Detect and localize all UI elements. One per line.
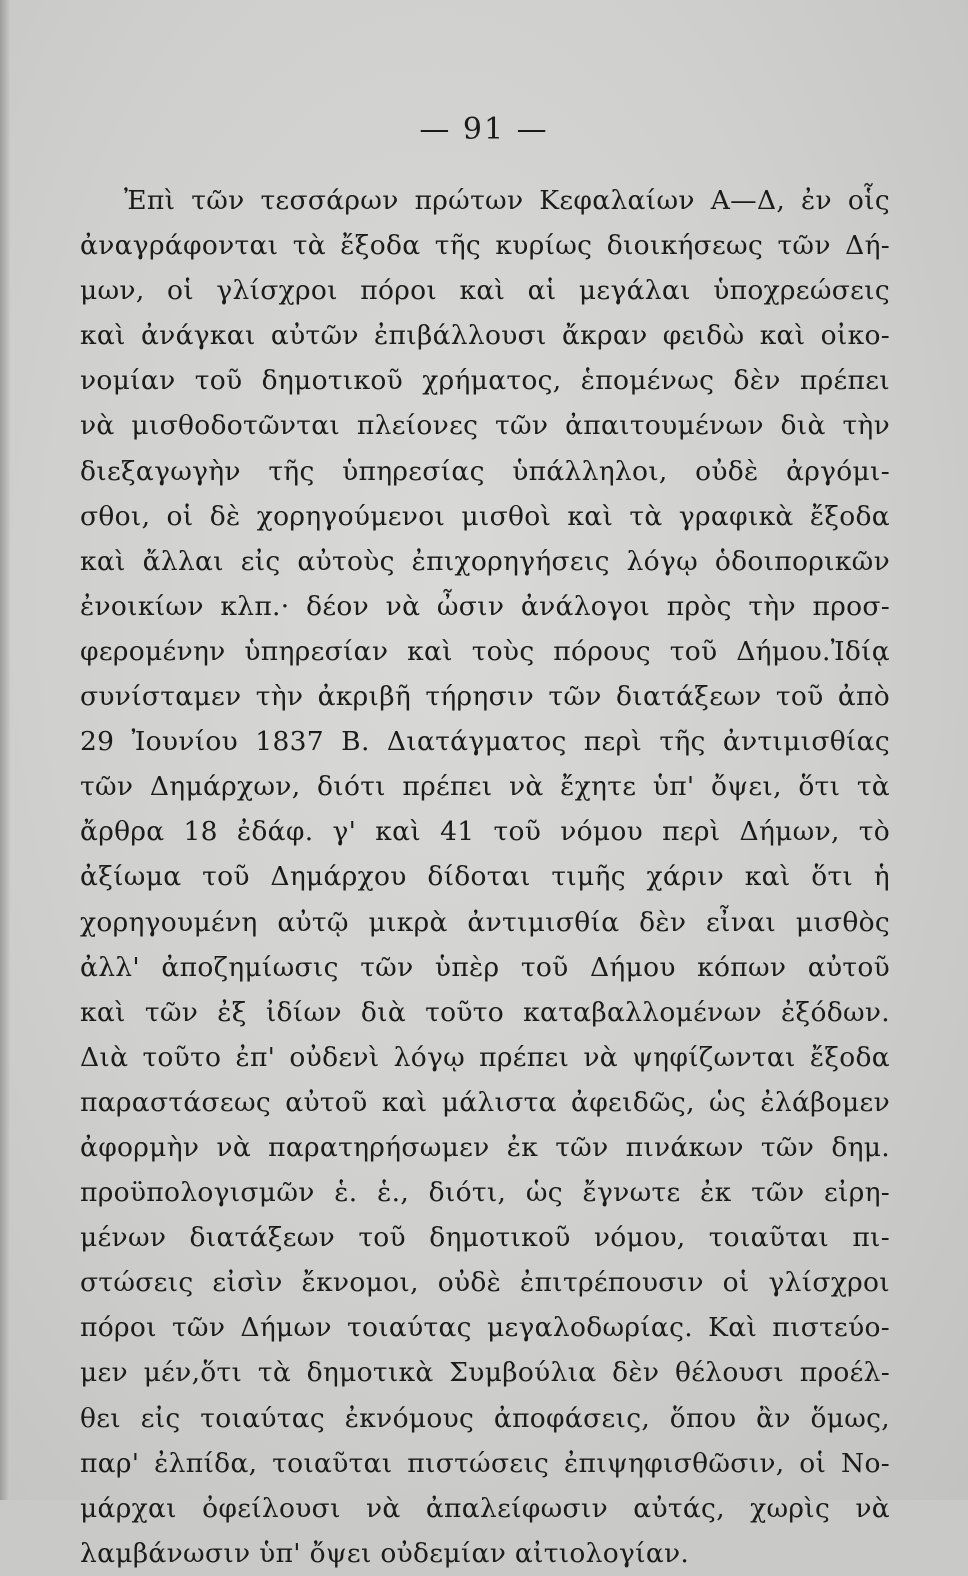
- text-line: Ἐπὶ τῶν τεσσάρων πρώτων Κεφαλαίων Α—Δ, ἐν οἷς: [124, 185, 890, 216]
- page-number: — 91 —: [419, 112, 549, 147]
- text-line: Διὰ τοῦτο ἐπ' οὐδενὶ λόγῳ πρέπει νὰ ψηφίζωνται ἔξοδα: [80, 1041, 890, 1073]
- text-line: χορηγουμένη αὐτῷ μικρὰ ἀντιμισθία δὲν εἶναι μισθὸς: [80, 906, 890, 938]
- text-line: λαμβάνωσιν ὑπ' ὄψει οὐδεμίαν αἰτιολογίαν.: [80, 1537, 690, 1569]
- text-line: φερομένην ὑπηρεσίαν καὶ τοὺς πόρους τοῦ Δήμου.Ἰδίᾳ: [80, 635, 890, 667]
- text-line: διεξαγωγὴν τῆς ὑπηρεσίας ὑπάλληλοι, οὐδὲ ἀργόμι-: [80, 455, 890, 487]
- text-line: καὶ ἀνάγκαι αὐτῶν ἐπιβάλλουσι ἄκραν φειδὼ καὶ οἰκο-: [80, 320, 890, 352]
- text-line: στώσεις εἰσὶν ἔκνομοι, οὐδὲ ἐπιτρέπουσιν οἱ γλίσχροι: [80, 1267, 890, 1299]
- text-line: συνίσταμεν τὴν ἀκριβῆ τήρησιν τῶν διατάξεων τοῦ ἀπὸ: [80, 681, 890, 713]
- text-line: καὶ ἄλλαι εἰς αὐτοὺς ἐπιχορηγήσεις λόγῳ ὁδοιπορικῶν: [80, 545, 890, 577]
- text-line: νομίαν τοῦ δημοτικοῦ χρήματος, ἑπομένως δὲν πρέπει: [80, 365, 890, 397]
- text-line: νὰ μισθοδοτῶνται πλείονες τῶν ἀπαιτουμένων διὰ τὴν: [80, 410, 890, 442]
- text-line: τῶν Δημάρχων, διότι πρέπει νὰ ἔχητε ὑπ' ὄψει, ὅτι τὰ: [80, 771, 890, 803]
- text-line: μεν μέν,ὅτι τὰ δημοτικὰ Συμβούλια δὲν θέλουσι προέλ-: [80, 1357, 890, 1389]
- text-line: ἀλλ' ἀποζημίωσις τῶν ὑπὲρ τοῦ Δήμου κόπων αὐτοῦ: [80, 951, 890, 983]
- text-line: μάρχαι ὀφείλουσι νὰ ἀπαλείφωσιν αὐτάς, χωρὶς νὰ: [80, 1492, 890, 1524]
- text-line: μένων διατάξεων τοῦ δημοτικοῦ νόμου, τοιαῦται πι-: [80, 1222, 890, 1254]
- text-line: ἐνοικίων κλπ.· δέον νὰ ὦσιν ἀνάλογοι πρὸς τὴν προσ-: [80, 590, 890, 622]
- text-line: ἀξίωμα τοῦ Δημάρχου δίδοται τιμῆς χάριν καὶ ὅτι ἡ: [80, 861, 890, 893]
- page-edge-shadow: [0, 0, 10, 1500]
- text-line: 29 Ἰουνίου 1837 Β. Διατάγματος περὶ τῆς ἀντιμισθίας: [80, 726, 890, 758]
- text-line: παραστάσεως αὐτοῦ καὶ μάλιστα ἀφειδῶς, ὡς ἐλάβομεν: [80, 1086, 890, 1118]
- text-line: παρ' ἐλπίδα, τοιαῦται πιστώσεις ἐπιψηφισθῶσιν, οἱ Νο-: [80, 1447, 890, 1479]
- text-line: προϋπολογισμῶν ἑ. ἑ., διότι, ὡς ἔγνωτε ἐκ τῶν εἰρη-: [80, 1177, 890, 1209]
- text-line: ἀναγράφονται τὰ ἔξοδα τῆς κυρίως διοικήσεως τῶν Δή-: [80, 230, 890, 262]
- text-line: θει εἰς τοιαύτας ἐκνόμους ἀποφάσεις, ὅπου ἂν ὅμως,: [80, 1402, 890, 1434]
- text-line: σθοι, οἱ δὲ χορηγούμενοι μισθοὶ καὶ τὰ γραφικὰ ἔξοδα: [80, 500, 890, 532]
- text-line: μων, οἱ γλίσχροι πόροι καὶ αἱ μεγάλαι ὑποχρεώσεις: [80, 275, 890, 307]
- text-line: ἄρθρα 18 ἐδάφ. γ' καὶ 41 τοῦ νόμου περὶ Δήμων, τὸ: [80, 816, 890, 848]
- text-line: καὶ τῶν ἐξ ἰδίων διὰ τοῦτο καταβαλλομένων ἐξόδων.: [80, 996, 890, 1028]
- body-text: [80, 178, 890, 1576]
- text-line: ἀφορμὴν νὰ παρατηρήσωμεν ἐκ τῶν πινάκων τῶν δημ.: [80, 1131, 890, 1163]
- text-line: πόροι τῶν Δήμων τοιαύτας μεγαλοδωρίας. Καὶ πιστεύο-: [80, 1312, 890, 1344]
